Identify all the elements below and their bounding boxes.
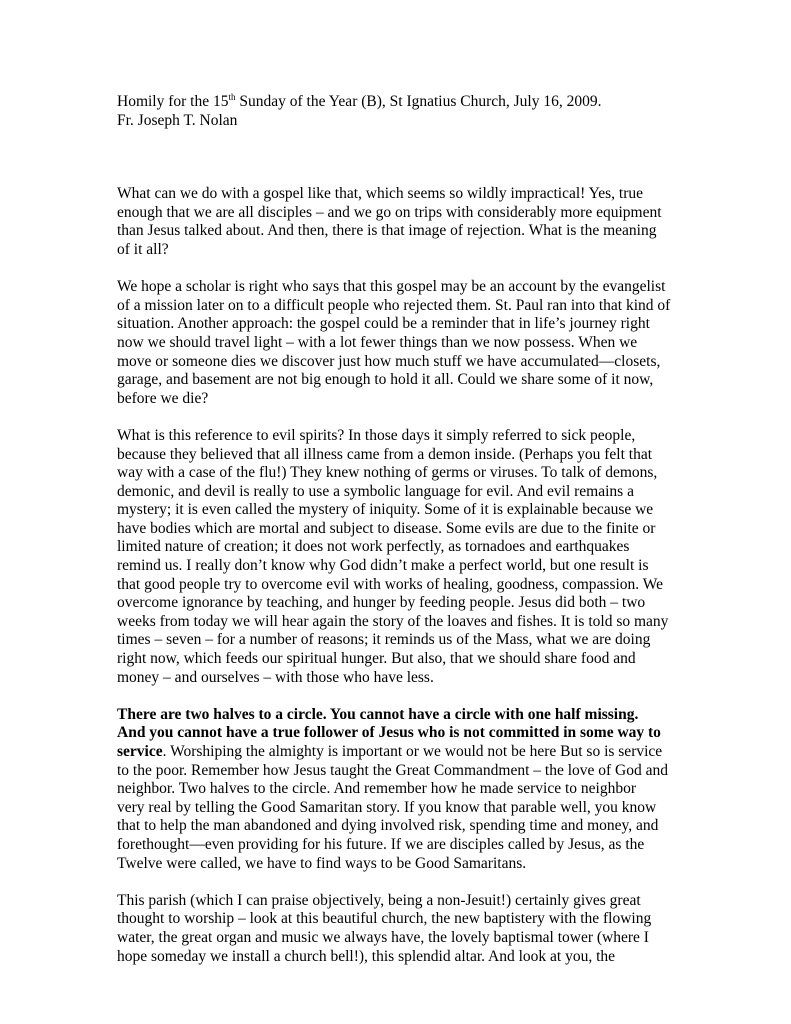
paragraph-scholar: We hope a scholar is right who says that this gospel may be an account by the evangelist of a mission later on to a difficult people who rejected them. St. Paul ran into that kind of situation. Another approach: the gospel could be a reminder that in life’s journey right now we should travel light – with a lot fewer things than we now possess. When we move or someone dies we discover just how much stuff we have accumulated—closets, garage, and basement are not big enough to hold it all. Could we share some of it now, before we die? [117,278,671,407]
document-page [117,93,677,985]
paragraph-circle [117,706,677,873]
circle-bold-text: There are two halves to a circle. You cannot have a circle with one half missing. And you cannot have a true follower of Jesus who is not committed in some way to service [117,705,661,760]
paragraph-evil-spirits: What is this reference to evil spirits? In those days it simply referred to sick people, because they believed that all illness came from a demon inside. (Perhaps you felt that way with a case of the flu!) They knew nothing of germs or viruses. To talk of demons, demonic, and devil is really to use a symbolic language for evil. And evil remains a mystery; it is even called the mystery of iniquity. Some of it is explainable because we have bodies which are mortal and subject to disease. Some evils are due to the finite or limited nature of creation; it does not work perfectly, as tornadoes and earthquakes remind us. I really don’t know why God didn’t make a perfect world, but one result is that good people try to overcome evil with works of healing, goodness, compassion. We overcome ignorance by teaching, and hunger by feeding people. Jesus did both – two weeks from today we will hear again the story of the loaves and fishes. It is told so many times – seven – for a number of reasons; it reminds us of the Mass, what we are doing right now, which feeds our spiritual hunger. But also, that we should share food and money – and ourselves – with those who have less. [117,426,669,686]
author-line: Fr. Joseph T. Nolan [117,111,238,129]
homily-title [117,93,677,112]
title-ordinal-suffix: th [228,92,236,102]
document-header [117,93,677,130]
title-prefix: Homily for the 15 [117,93,229,110]
paragraph-gospel-question: What can we do with a gospel like that, which seems so wildly impractical! Yes, true enough that we are all disciples – and we go on trips with considerably more equipment than Jesus talked about. And then, there is that image of rejection. What is the meaning of it all? [117,185,662,258]
circle-regular-text: . Worshiping the almighty is important or we would not be here But so is service to the poor. Remember how Jesus taught the Great Commandment – the love of God and neighbor. Two halves to the circle. And remember how he made service to neighbor very real by telling the Good Samaritan story. If you know that parable well, you know that to help the man abandoned and dying involved risk, spending time and money, and forethought—even providing for his future. If we are disciples called by Jesus, as the Twelve were called, we have to find ways to be Good Samaritans. [117,743,668,872]
paragraph-parish: This parish (which I can praise objectively, being a non-Jesuit!) certainly gives great thought to worship – look at this beautiful church, the new baptistery with the flowing water, the great organ and music we always have, the lovely baptismal tower (where I hope someday we install a church bell!), this splendid altar. And look at you, the [117,891,652,965]
title-suffix: Sunday of the Year (B), St Ignatius Church, July 16, 2009. [235,93,602,110]
